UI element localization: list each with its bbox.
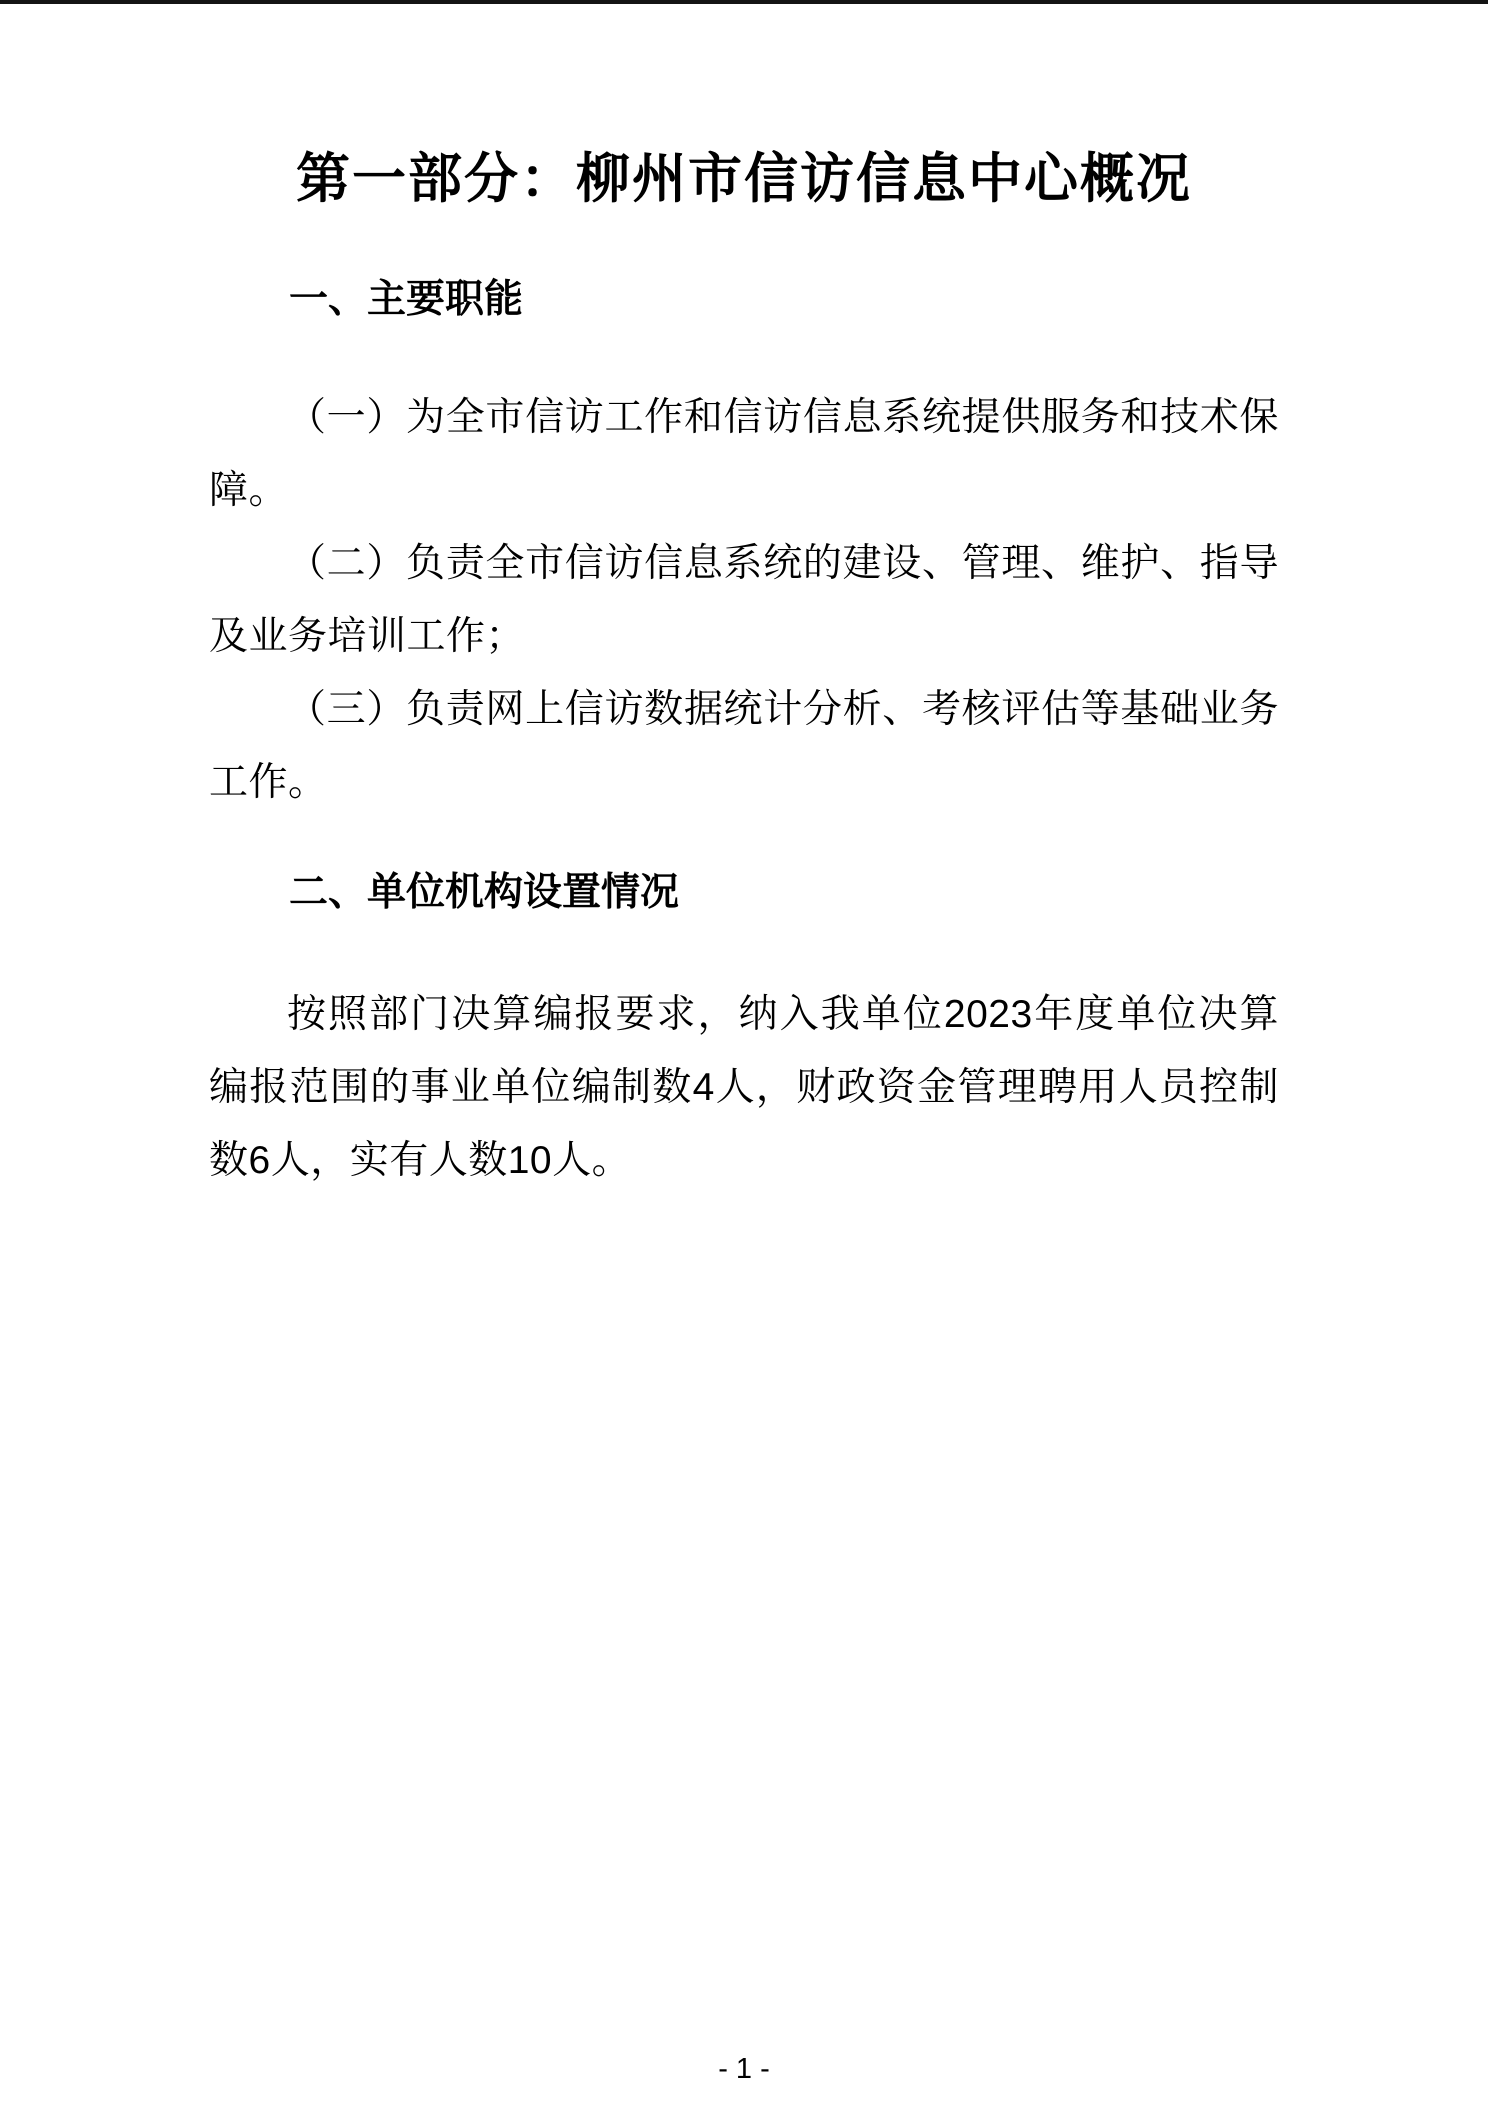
page-number: - 1 - [718,2053,770,2085]
paragraph-staffing: 按照部门决算编报要求，纳入我单位2023年度单位决算编报范围的事业单位编制数4人，财政资金管理聘用人员控制数6人，实有人数10人。 [209,993,1279,1182]
paragraph-function-1: （一）为全市信访工作和信访信息系统提供服务和技术保障。 [209,396,1279,512]
page-top-border [0,0,1488,4]
section-1-heading: 一、主要职能 [289,278,524,321]
paragraph-function-3: （三）负责网上信访数据统计分析、考核评估等基础业务工作。 [209,688,1279,804]
section-2-heading: 二、单位机构设置情况 [289,871,680,914]
document-title: 第一部分：柳州市信访信息中心概况 [296,149,1192,209]
section-2-paragraphs [209,978,1279,1197]
document-body [209,280,1279,1197]
paragraph-function-2: （二）负责全市信访信息系统的建设、管理、维护、指导及业务培训工作； [209,542,1279,658]
section-1-paragraphs [209,381,1279,819]
